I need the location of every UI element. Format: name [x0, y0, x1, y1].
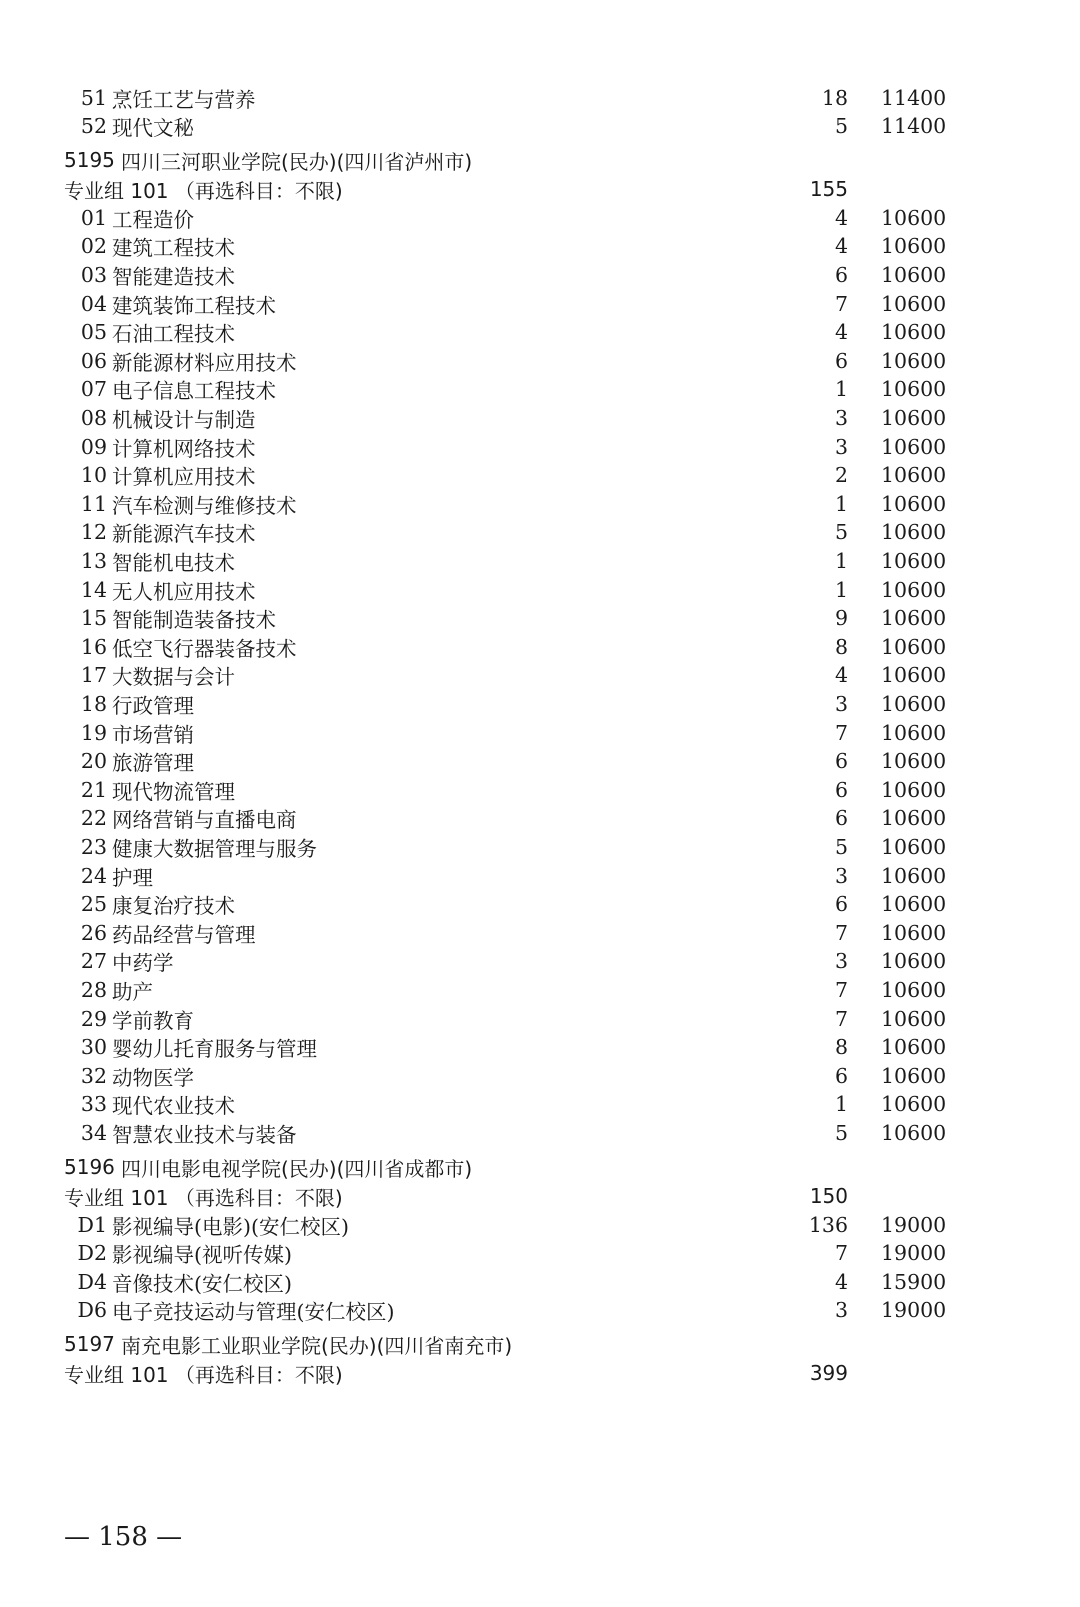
major-row: [0, 289, 1080, 318]
major-row: [0, 432, 1080, 461]
major-code: 18: [80, 691, 107, 716]
tuition-fee: 10600: [881, 949, 947, 974]
major-group-label: 专业组 101 （再选科目：不限): [64, 1362, 343, 1387]
major-row: [0, 260, 1080, 289]
tuition-fee: 10600: [881, 920, 947, 945]
major-group-heading: [0, 1357, 1080, 1389]
major-code: 11: [80, 491, 107, 516]
major-code: 26: [80, 920, 107, 945]
enrollment-count: 3: [834, 863, 848, 888]
tuition-fee: 10600: [881, 749, 947, 774]
major-name: 影视编导(视听传媒): [112, 1243, 292, 1268]
enrollment-count: 3: [834, 949, 848, 974]
enrollment-count: 1: [834, 577, 848, 602]
major-code: 29: [80, 1006, 107, 1031]
major-row: [0, 489, 1080, 518]
major-name: 新能源材料应用技术: [112, 350, 297, 375]
major-row: [0, 918, 1080, 947]
enrollment-count: 136: [808, 1212, 848, 1237]
major-code: 07: [80, 377, 107, 402]
enrollment-count: 3: [834, 405, 848, 430]
major-code: 15: [80, 606, 107, 631]
enrollment-count: 9: [834, 606, 848, 631]
major-row: [0, 718, 1080, 747]
major-name: 行政管理: [112, 693, 194, 718]
major-code: 06: [80, 348, 107, 373]
major-row: [0, 375, 1080, 404]
tuition-fee: 10600: [881, 606, 947, 631]
major-code: 34: [80, 1120, 107, 1145]
major-row: [0, 1004, 1080, 1033]
major-name: 康复治疗技术: [112, 894, 235, 919]
tuition-fee: 10600: [881, 577, 947, 602]
major-name: 旅游管理: [112, 751, 194, 776]
major-name: 护理: [112, 865, 153, 890]
tuition-fee: 11400: [881, 85, 947, 110]
major-row: [0, 1239, 1080, 1268]
tuition-fee: 10600: [881, 834, 947, 859]
enrollment-count: 5: [834, 114, 848, 139]
major-name: 低空飞行器装备技术: [112, 636, 297, 661]
tuition-fee: 10600: [881, 377, 947, 402]
major-code: 27: [80, 949, 107, 974]
major-name: 网络营销与直播电商: [112, 808, 297, 833]
tuition-fee: 15900: [881, 1269, 947, 1294]
major-name: 智能机电技术: [112, 550, 235, 575]
major-row: [0, 775, 1080, 804]
enrollment-count: 6: [834, 348, 848, 373]
tuition-fee: 10600: [881, 548, 947, 573]
enrollment-count: 8: [834, 1035, 848, 1060]
enrollment-count: 5: [834, 834, 848, 859]
tuition-fee: 10600: [881, 1035, 947, 1060]
major-name: 新能源汽车技术: [112, 522, 256, 547]
major-code: 10: [80, 463, 107, 488]
major-code: 09: [80, 434, 107, 459]
major-code: 30: [80, 1035, 107, 1060]
major-code: 05: [80, 320, 107, 345]
major-row: [0, 1090, 1080, 1119]
enrollment-count: 6: [834, 806, 848, 831]
major-group-heading: [0, 1180, 1080, 1212]
major-code: 32: [80, 1063, 107, 1088]
major-code: D2: [77, 1241, 107, 1266]
tuition-fee: 10600: [881, 977, 947, 1002]
major-name: 建筑工程技术: [112, 236, 235, 261]
enrollment-count: 1: [834, 1092, 848, 1117]
major-row: [0, 203, 1080, 232]
institution-code: 5196: [64, 1155, 115, 1179]
enrollment-count: 7: [834, 920, 848, 945]
tuition-fee: 10600: [881, 234, 947, 259]
major-code: 13: [80, 548, 107, 573]
major-name: 影视编导(电影)(安仁校区): [112, 1214, 349, 1239]
major-row: [0, 804, 1080, 833]
major-row: [0, 1033, 1080, 1062]
major-row: [0, 112, 1080, 141]
enrollment-count: 6: [834, 892, 848, 917]
major-row: [0, 232, 1080, 261]
tuition-fee: 10600: [881, 520, 947, 545]
major-group-label: 专业组 101 （再选科目：不限): [64, 1185, 343, 1210]
enrollment-count: 7: [834, 720, 848, 745]
major-name: 健康大数据管理与服务: [112, 836, 317, 861]
institution-heading: [0, 1328, 1080, 1360]
major-name: 电子信息工程技术: [112, 379, 276, 404]
tuition-fee: 10600: [881, 863, 947, 888]
enrollment-count: 3: [834, 691, 848, 716]
major-row: [0, 604, 1080, 633]
major-code: 52: [80, 114, 107, 139]
major-row: [0, 1210, 1080, 1239]
enrollment-count: 5: [834, 520, 848, 545]
major-name: 现代物流管理: [112, 779, 235, 804]
major-row: [0, 318, 1080, 347]
major-name: 烹饪工艺与营养: [112, 87, 256, 112]
major-name: 中药学: [112, 951, 174, 976]
major-code: 17: [80, 663, 107, 688]
major-name: 工程造价: [112, 207, 194, 232]
major-row: [0, 947, 1080, 976]
enrollment-count: 18: [821, 85, 848, 110]
major-row: [0, 575, 1080, 604]
major-row: [0, 346, 1080, 375]
major-name: 计算机应用技术: [112, 465, 256, 490]
major-name: 学前教育: [112, 1008, 194, 1033]
major-group-heading: [0, 173, 1080, 205]
institution-name: 四川电影电视学院(民办)(四川省成都市): [121, 1156, 473, 1181]
enrollment-count: 7: [834, 1241, 848, 1266]
major-code: 19: [80, 720, 107, 745]
major-code: 08: [80, 405, 107, 430]
major-row: [0, 1118, 1080, 1147]
major-code: 25: [80, 892, 107, 917]
enrollment-count: 6: [834, 777, 848, 802]
tuition-fee: 19000: [881, 1212, 947, 1237]
major-code: D4: [77, 1269, 107, 1294]
major-row: [0, 1061, 1080, 1090]
major-code: 16: [80, 634, 107, 659]
tuition-fee: 10600: [881, 892, 947, 917]
major-row: [0, 83, 1080, 112]
major-name: 汽车检测与维修技术: [112, 493, 297, 518]
enrollment-count: 7: [834, 291, 848, 316]
enrollment-count: 6: [834, 262, 848, 287]
tuition-fee: 10600: [881, 1092, 947, 1117]
major-name: 音像技术(安仁校区): [112, 1271, 292, 1296]
enrollment-count: 7: [834, 1006, 848, 1031]
major-name: 市场营销: [112, 722, 194, 747]
major-name: 无人机应用技术: [112, 579, 256, 604]
enrollment-count: 5: [834, 1120, 848, 1145]
major-code: 04: [80, 291, 107, 316]
major-name: 石油工程技术: [112, 322, 235, 347]
enrollment-count: 1: [834, 491, 848, 516]
major-name: 智能制造装备技术: [112, 608, 276, 633]
tuition-fee: 19000: [881, 1298, 947, 1323]
major-code: 03: [80, 262, 107, 287]
institution-code: 5195: [64, 148, 115, 173]
institution-name: 四川三河职业学院(民办)(四川省泸州市): [121, 149, 473, 174]
major-group-count: 150: [809, 1184, 848, 1208]
tuition-fee: 10600: [881, 320, 947, 345]
major-name: 机械设计与制造: [112, 407, 256, 432]
major-row: [0, 861, 1080, 890]
major-name: 建筑装饰工程技术: [112, 293, 276, 318]
major-group-count: 399: [809, 1361, 848, 1386]
major-code: 01: [80, 205, 107, 230]
major-name: 大数据与会计: [112, 665, 235, 690]
enrollment-count: 1: [834, 377, 848, 402]
major-row: [0, 403, 1080, 432]
tuition-fee: 10600: [881, 1120, 947, 1145]
major-name: 计算机网络技术: [112, 436, 256, 461]
tuition-fee: 10600: [881, 1006, 947, 1031]
major-name: 电子竞技运动与管理(安仁校区): [112, 1300, 395, 1325]
tuition-fee: 11400: [881, 114, 947, 139]
tuition-fee: 10600: [881, 291, 947, 316]
major-code: 20: [80, 749, 107, 774]
major-name: 智能建造技术: [112, 264, 235, 289]
tuition-fee: 10600: [881, 1063, 947, 1088]
major-code: 12: [80, 520, 107, 545]
enrollment-count: 2: [834, 463, 848, 488]
major-row: [0, 689, 1080, 718]
page-number: — 158 —: [64, 1522, 183, 1552]
major-row: [0, 975, 1080, 1004]
major-row: [0, 546, 1080, 575]
major-code: 24: [80, 863, 107, 888]
tuition-fee: 10600: [881, 491, 947, 516]
major-row: [0, 832, 1080, 861]
major-name: 现代农业技术: [112, 1094, 235, 1119]
tuition-fee: 10600: [881, 205, 947, 230]
major-row: [0, 518, 1080, 547]
tuition-fee: 10600: [881, 405, 947, 430]
major-name: 现代文秘: [112, 116, 194, 141]
enrollment-count: 4: [834, 205, 848, 230]
tuition-fee: 10600: [881, 634, 947, 659]
major-row: [0, 661, 1080, 690]
tuition-fee: 10600: [881, 720, 947, 745]
enrollment-count: 6: [834, 749, 848, 774]
institution-heading: [0, 1151, 1080, 1183]
enrollment-count: 4: [834, 320, 848, 345]
major-name: 动物医学: [112, 1065, 194, 1090]
major-name: 助产: [112, 979, 153, 1004]
major-code: D1: [77, 1212, 107, 1237]
tuition-fee: 10600: [881, 463, 947, 488]
major-group-count: 155: [809, 177, 848, 202]
major-row: [0, 747, 1080, 776]
major-name: 药品经营与管理: [112, 922, 256, 947]
major-code: D6: [77, 1298, 107, 1323]
enrollment-count: 3: [834, 434, 848, 459]
major-code: 02: [80, 234, 107, 259]
major-row: [0, 1267, 1080, 1296]
enrollment-count: 8: [834, 634, 848, 659]
major-code: 23: [80, 834, 107, 859]
institution-code: 5197: [64, 1332, 115, 1357]
enrollment-count: 1: [834, 548, 848, 573]
enrollment-count: 4: [834, 1269, 848, 1294]
tuition-fee: 10600: [881, 434, 947, 459]
tuition-fee: 10600: [881, 777, 947, 802]
enrollment-count: 4: [834, 234, 848, 259]
major-name: 婴幼儿托育服务与管理: [112, 1037, 317, 1062]
major-code: 51: [80, 85, 107, 110]
major-code: 28: [80, 977, 107, 1002]
major-row: [0, 890, 1080, 919]
major-row: [0, 1296, 1080, 1325]
major-code: 22: [80, 806, 107, 831]
major-code: 33: [80, 1092, 107, 1117]
tuition-fee: 10600: [881, 691, 947, 716]
tuition-fee: 19000: [881, 1241, 947, 1266]
institution-heading: [0, 144, 1080, 176]
enrollment-count: 7: [834, 977, 848, 1002]
major-row: [0, 632, 1080, 661]
major-code: 21: [80, 777, 107, 802]
major-code: 14: [80, 577, 107, 602]
enrollment-count: 6: [834, 1063, 848, 1088]
major-name: 智慧农业技术与装备: [112, 1122, 297, 1147]
institution-name: 南充电影工业职业学院(民办)(四川省南充市): [121, 1333, 513, 1358]
enrollment-count: 3: [834, 1298, 848, 1323]
tuition-fee: 10600: [881, 806, 947, 831]
major-group-label: 专业组 101 （再选科目：不限): [64, 178, 343, 203]
tuition-fee: 10600: [881, 348, 947, 373]
enrollment-count: 4: [834, 663, 848, 688]
major-row: [0, 461, 1080, 490]
tuition-fee: 10600: [881, 262, 947, 287]
tuition-fee: 10600: [881, 663, 947, 688]
